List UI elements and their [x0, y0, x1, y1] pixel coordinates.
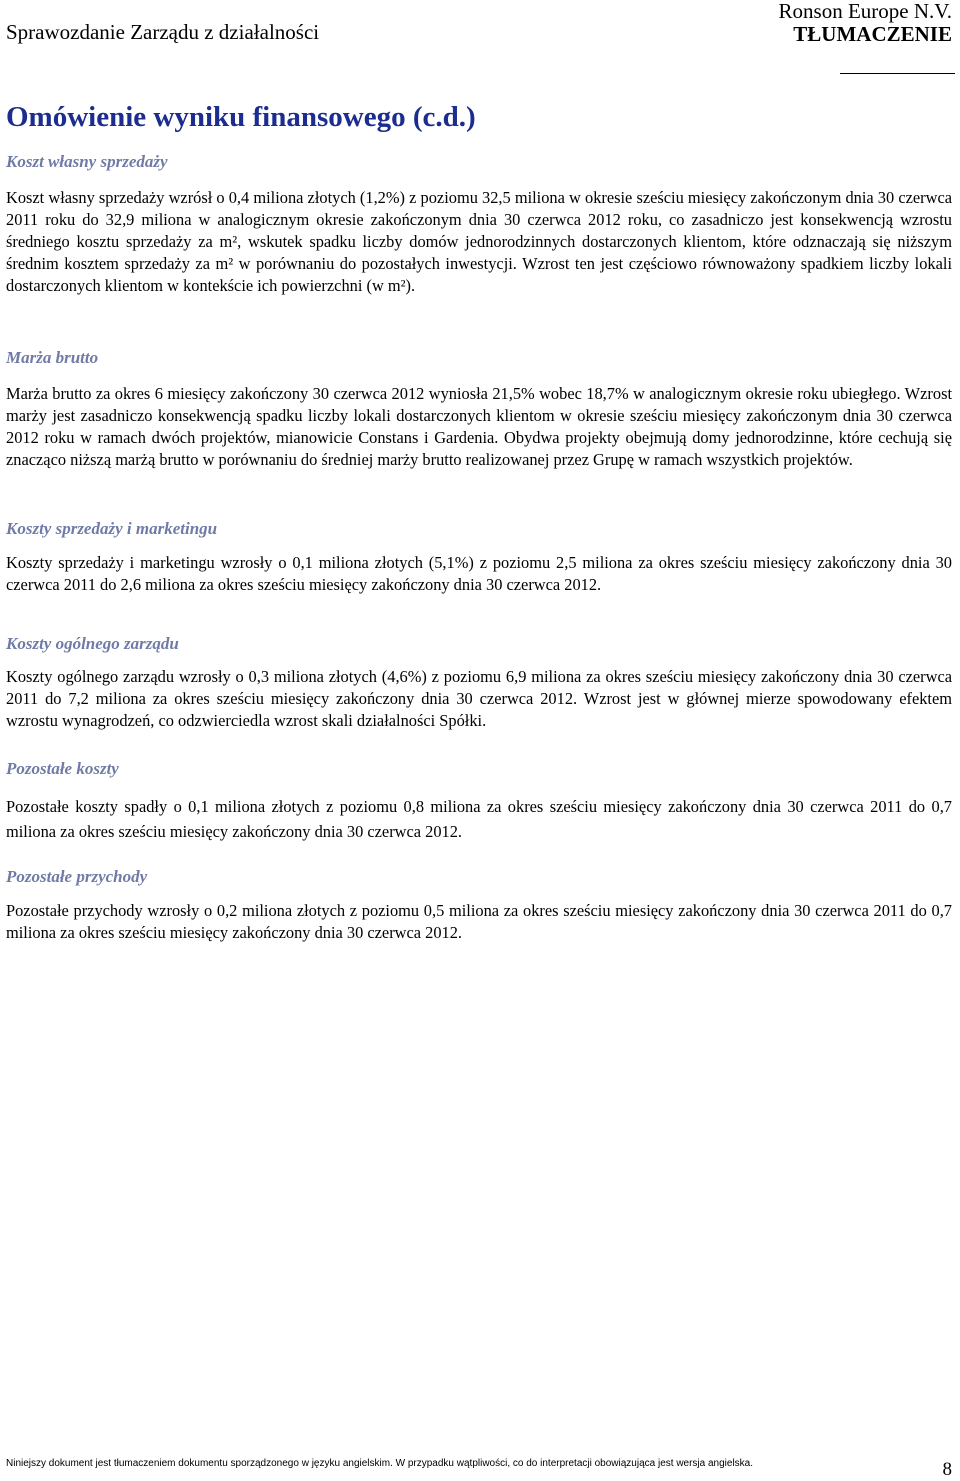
translation-label: TŁUMACZENIE: [793, 22, 952, 46]
report-title: Sprawozdanie Zarządu z działalności: [6, 20, 320, 44]
footer-translation-note: Niniejszy dokument jest tłumaczeniem dokumentu sporządzonego w języku angielskim. W przypadku wątpliwości, co do interpretacji obowiązująca jest wersja angielska.: [6, 1458, 754, 1469]
page-title: Omówienie wyniku finansowego (c.d.): [6, 101, 476, 133]
section-heading-selling-costs: Koszty sprzedaży i marketingu: [6, 519, 218, 538]
header-right: [779, 0, 952, 46]
section-heading-cost-of-sales: Koszt własny sprzedaży: [6, 152, 168, 171]
paragraph-selling-costs: Koszty sprzedaży i marketingu wzrosły o 0,1 miliona złotych (5,1%) z poziomu 2,5 miliona za okres sześciu miesięcy zakończony dnia 30 czerwca 2011 do 2,6 miliona za okres sześciu miesięcy zakończony dnia 30 czerwca 2012.: [6, 553, 952, 594]
page-number: 8: [942, 1459, 952, 1480]
paragraph-gross-margin: Marża brutto za okres 6 miesięcy zakończony 30 czerwca 2012 wyniosła 21,5% wobec 18,7% w analogicznym okresie roku ubiegłego. Wzrost marży jest zasadniczo konsekwencją spadku liczby lokali dostarczonych klientom w okresie sześciu miesięcy zakończonym dnia 30 czerwca 2012 roku w ramach dwóch projektów, mianowicie Constans i Gardenia. Obydwa projekty obejmują domy jednorodzinne, które cechują się znacząco niższą marżą brutto w porównaniu do średniej marży brutto realizowanej przez Grupę w ramach wszystkich projektów.: [6, 384, 952, 469]
paragraph-other-costs: Pozostałe koszty spadły o 0,1 miliona złotych z poziomu 0,8 miliona za okres sześciu miesięcy zakończony dnia 30 czerwca 2011 do 0,7 miliona za okres sześciu miesięcy zakończony dnia 30 czerwca 2012.: [6, 797, 952, 841]
section-heading-other-income: Pozostałe przychody: [6, 867, 148, 886]
paragraph-other-income: Pozostałe przychody wzrosły o 0,2 miliona złotych z poziomu 0,5 miliona za okres sześciu miesięcy zakończony dnia 30 czerwca 2011 do 0,7 miliona za okres sześciu miesięcy zakończony dnia 30 czerwca 2012.: [6, 901, 952, 942]
paragraph-cost-of-sales: Koszt własny sprzedaży wzrósł o 0,4 miliona złotych (1,2%) z poziomu 32,5 miliona w okresie sześciu miesięcy zakończonym dnia 30 czerwca 2011 roku do 32,9 miliona w analogicznym okresie zakończonym dnia 30 czerwca 2012 roku, co zasadniczo jest konsekwencją wzrostu średniego kosztu sprzedaży za m², wskutek spadku liczby domów jednorodzinnych dostarczonych klientom, które odznaczają się niższym średnim kosztem sprzedaży za m² w porównaniu do pozostałych inwestycji. Wzrost ten jest częściowo równoważony spadkiem liczby lokali dostarczonych klientom w kontekście ich powierzchni (w m²).: [6, 188, 952, 295]
section-heading-admin-costs: Koszty ogólnego zarządu: [6, 634, 179, 653]
company-name: Ronson Europe N.V.: [778, 0, 952, 23]
paragraph-admin-costs: Koszty ogólnego zarządu wzrosły o 0,3 miliona złotych (4,6%) z poziomu 6,9 miliona za okres sześciu miesięcy zakończony dnia 30 czerwca 2011 do 7,2 miliona za okres sześciu miesięcy zakończony dnia 30 czerwca 2012. Wzrost jest w głównej mierze spowodowany efektem wzrostu wynagrodzeń, co odzwierciedla wzrost skali działalności Spółki.: [6, 667, 952, 730]
section-heading-gross-margin: Marża brutto: [6, 348, 99, 367]
section-heading-other-costs: Pozostałe koszty: [6, 759, 119, 778]
header-rule: [840, 73, 955, 74]
